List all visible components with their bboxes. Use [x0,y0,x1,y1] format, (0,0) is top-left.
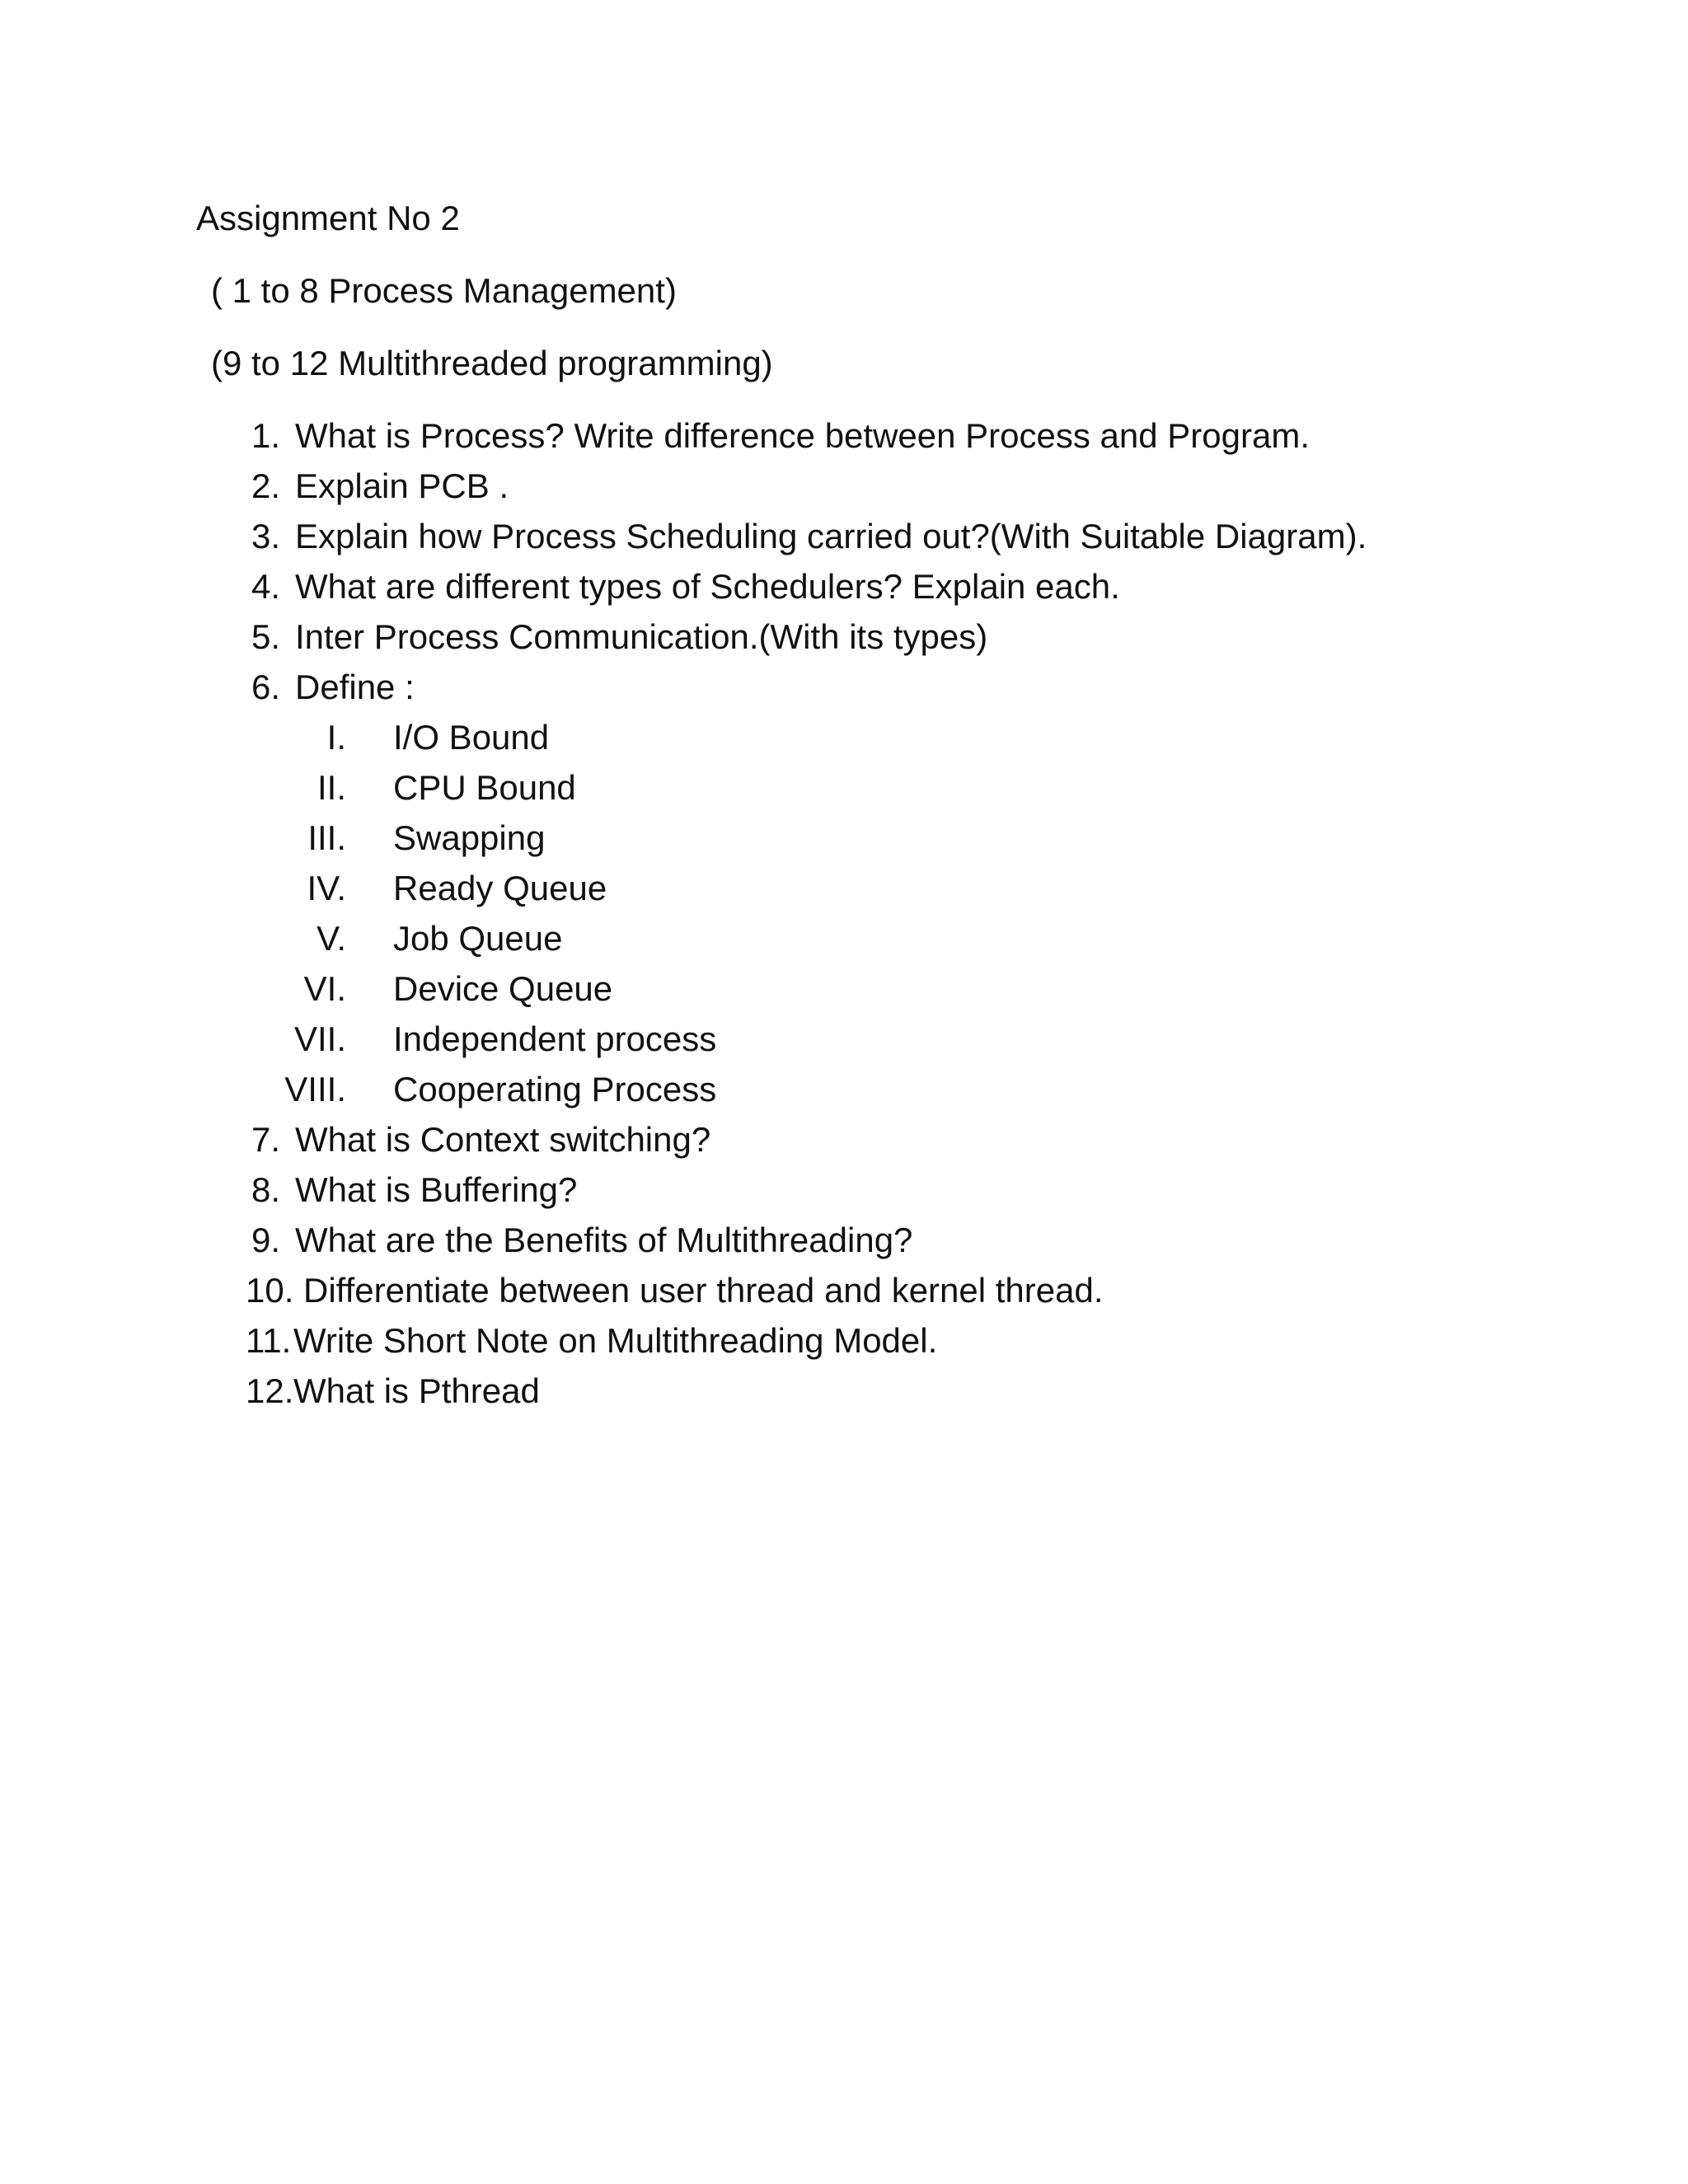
list-item-number: 5. [251,617,280,656]
sublist-item-text: CPU Bound [393,768,576,807]
list-item-text: What is Process? Write difference between Process and Program. [295,416,1311,455]
list-item-number: 6. [251,668,280,706]
list-item-number: 12. [246,1371,294,1410]
sublist-item-text: Ready Queue [393,869,607,907]
list-item-text: Write Short Note on Multithreading Model. [293,1321,938,1360]
list-item-number: 8. [251,1170,280,1209]
sublist-item-text: Cooperating Process [393,1070,717,1108]
sublist-item-text: Swapping [393,818,546,857]
sublist-item-text: Device Queue [393,969,613,1008]
sublist-item-text: Independent process [393,1019,717,1058]
list-item-text: What is Pthread [293,1371,540,1410]
list-item-number: 9. [251,1221,280,1259]
sublist-item-number: VIII. [284,1070,346,1108]
list-item-text: Define : [295,668,415,706]
list-item-text: Explain how Process Scheduling carried out?(With Suitable Diagram). [295,517,1367,555]
subtitle-multithreaded-programming: (9 to 12 Multithreaded programming) [211,344,773,382]
list-item-number: 3. [251,517,280,555]
list-item-number: 11. [246,1321,292,1360]
page-title: Assignment No 2 [196,199,460,237]
list-item-text: Explain PCB . [295,466,509,505]
list-item-number: 2. [251,466,280,505]
list-item-text: What is Context switching? [295,1120,711,1159]
list-item-text: What is Buffering? [295,1170,578,1209]
sublist-item-number: III. [307,818,346,857]
list-item-number: 1. [251,416,280,455]
subtitle-process-management: ( 1 to 8 Process Management) [211,271,677,310]
sublist-item-number: I. [326,718,346,757]
sublist-item-number: II. [316,768,346,807]
sublist-item-number: VII. [293,1019,346,1058]
sublist-item-text: Job Queue [393,919,563,958]
list-item-number: 10. [246,1271,294,1310]
sublist-item-number: VI. [303,969,346,1008]
sublist-item-text: I/O Bound [393,718,550,757]
list-item-text: Inter Process Communication.(With its types) [295,617,988,656]
list-item-text: What are different types of Schedulers? Explain each. [295,567,1120,606]
list-item-text: What are the Benefits of Multithreading? [295,1221,913,1259]
list-item-number: 7. [251,1120,280,1159]
sublist-item-number: IV. [307,869,346,907]
sublist-item-number: V. [316,919,346,958]
list-item-text: Differentiate between user thread and kernel thread. [303,1271,1104,1310]
list-item-number: 4. [251,567,280,606]
